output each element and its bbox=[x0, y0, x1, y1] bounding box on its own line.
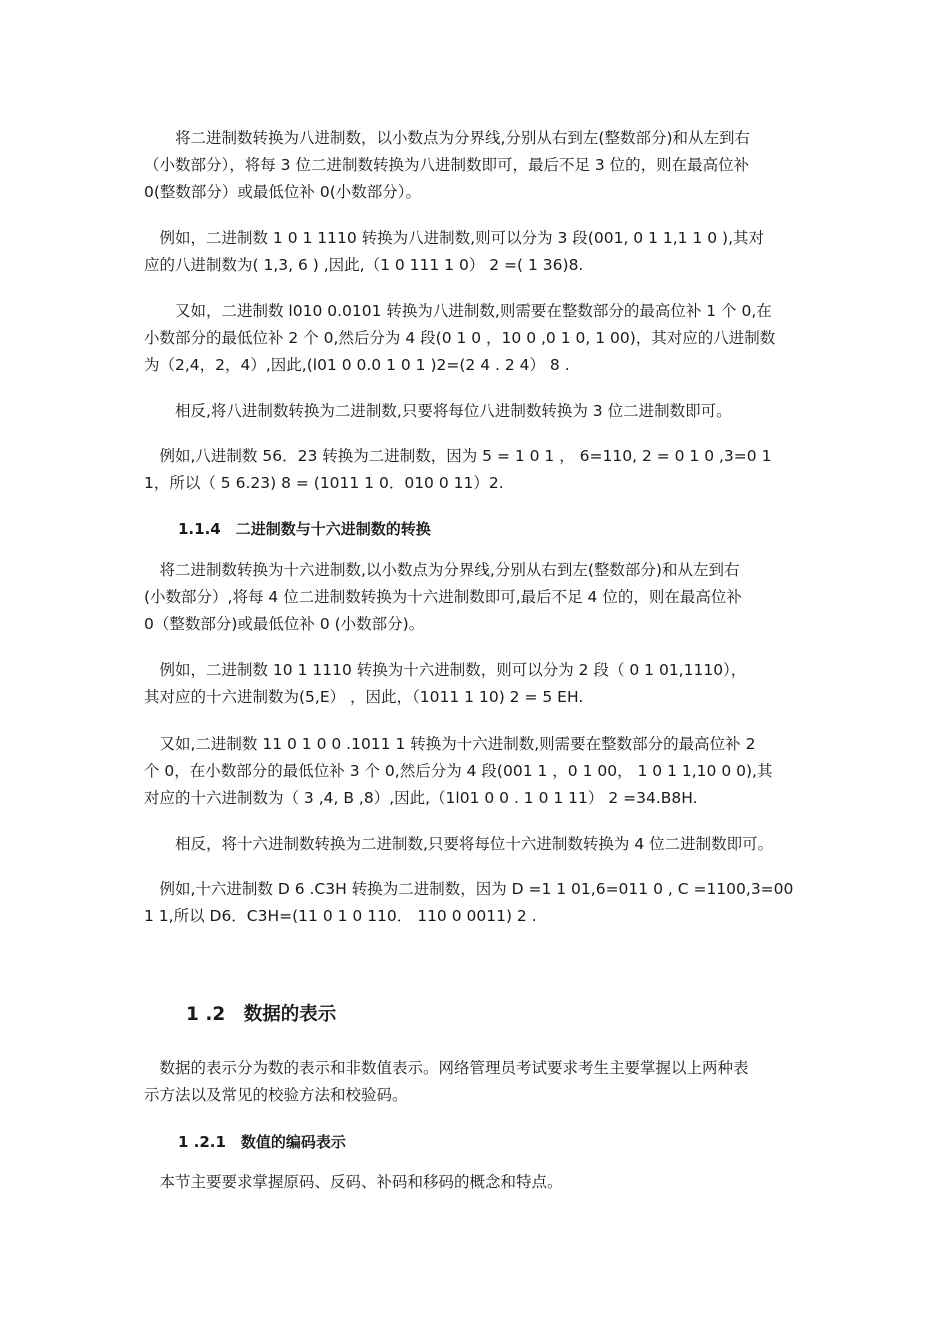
paragraph-octal-to-binary-rule bbox=[144, 398, 812, 425]
text-line: 数据的表示分为数的表示和非数值表示。网络管理员考试要求考生主要掌握以上两种表 bbox=[144, 1059, 749, 1077]
text-line: 相反，将十六进制数转换为二进制数,只要将每位十六进制数转换为 4 位二进制数即可。 bbox=[144, 835, 774, 853]
text-line: 例如，二进制数 10 1 1110 转换为十六进制数，则可以分为 2 段（ 0 1 01,1110）， bbox=[144, 661, 747, 679]
paragraph-binary-to-hex-rule bbox=[144, 557, 812, 638]
paragraph-octal-to-binary-example bbox=[144, 443, 812, 497]
paragraph-octal-example-1 bbox=[144, 225, 812, 279]
text-line: 1 1,所以 D6．C3H=(11 0 1 0 110． 110 0 0011) 2 . bbox=[144, 907, 537, 925]
text-line: 小数部分的最低位补 2 个 0,然后分为 4 段(0 1 0 ，10 0 ,0 1 0, 1 00)，其对应的八进制数 bbox=[144, 329, 776, 347]
section-heading-1-2: 1 .2 数据的表示 bbox=[186, 1004, 337, 1025]
text-line: 本节主要要求掌握原码、反码、补码和移码的概念和特点。 bbox=[144, 1173, 563, 1191]
text-line: 例如，二进制数 1 0 1 1110 转换为八进制数,则可以分为 3 段(001, 0 1 1,1 1 0 ),其对 bbox=[144, 229, 765, 247]
text-line: 又如，二进制数 l010 0.0101 转换为八进制数,则需要在整数部分的最高位补 1 个 0,在 bbox=[144, 302, 772, 320]
paragraph-section-requirement bbox=[144, 1169, 812, 1196]
text-line: 又如,二进制数 11 0 1 0 0 .1011 1 转换为十六进制数,则需要在整数部分的最高位补 2 bbox=[144, 735, 756, 753]
section-heading-1-2-1: 1 .2.1 数值的编码表示 bbox=[178, 1133, 346, 1151]
paragraph-hex-example-1 bbox=[144, 657, 812, 711]
text-line: 例如,十六进制数 D 6 .C3H 转换为二进制数，因为 D =1 1 01,6=011 0 , C =1100,3=00 bbox=[144, 880, 794, 898]
text-line: (小数部分）,将每 4 位二进制数转换为十六进制数即可,最后不足 4 位的，则在最高位补 bbox=[144, 588, 742, 606]
paragraph-hex-to-binary-rule bbox=[144, 831, 812, 858]
paragraph-octal-example-2 bbox=[144, 298, 812, 379]
text-line: 示方法以及常见的校验方法和校验码。 bbox=[144, 1086, 408, 1104]
text-line: 应的八进制数为( 1,3, 6 ) ,因此,（1 0 111 1 0） 2 =( 1 36)8. bbox=[144, 256, 584, 274]
section-heading-1-1-4: 1.1.4 二进制数与十六进制数的转换 bbox=[178, 520, 431, 538]
text-line: 0(整数部分）或最低位补 0(小数部分）。 bbox=[144, 183, 421, 201]
paragraph-hex-to-binary-example bbox=[144, 876, 812, 930]
text-line: 例如,八进制数 56．23 转换为二进制数，因为 5 = 1 0 1 ， 6=110, 2 = 0 1 0 ,3=0 1 bbox=[144, 447, 772, 465]
text-line: 相反,将八进制数转换为二进制数,只要将每位八进制数转换为 3 位二进制数即可。 bbox=[144, 402, 732, 420]
text-line: （小数部分），将每 3 位二进制数转换为八进制数即可，最后不足 3 位的，则在最高位补 bbox=[144, 156, 750, 174]
text-line: 对应的十六进制数为（ 3 ,4, B ,8）,因此,（1l01 0 0 . 1 0 1 11） 2 =34.B8H. bbox=[144, 789, 698, 807]
text-line: 其对应的十六进制数为(5,E） ，因此，（1011 1 10) 2 = 5 EH. bbox=[144, 688, 584, 706]
text-line: 1，所以（ 5 6.23) 8 = (1011 1 0．010 0 11）2. bbox=[144, 474, 504, 492]
paragraph-binary-to-octal-rule bbox=[144, 125, 812, 206]
text-line: 将二进制数转换为八进制数，以小数点为分界线,分别从右到左(整数部分)和从左到右 bbox=[144, 129, 751, 147]
text-line: 为（2,4，2，4）,因此,(l01 0 0.0 1 0 1 )2=(2 4 . 2 4） 8 . bbox=[144, 356, 570, 374]
text-line: 个 0，在小数部分的最低位补 3 个 0,然后分为 4 段(001 1 ，0 1 00， 1 0 1 1,10 0 0),其 bbox=[144, 762, 773, 780]
text-line: 将二进制数转换为十六进制数,以小数点为分界线,分别从右到左(整数部分)和从左到右 bbox=[144, 561, 740, 579]
paragraph-data-representation bbox=[144, 1055, 812, 1109]
text-line: 0（整数部分)或最低位补 0 (小数部分)。 bbox=[144, 615, 425, 633]
paragraph-hex-example-2 bbox=[144, 731, 812, 812]
